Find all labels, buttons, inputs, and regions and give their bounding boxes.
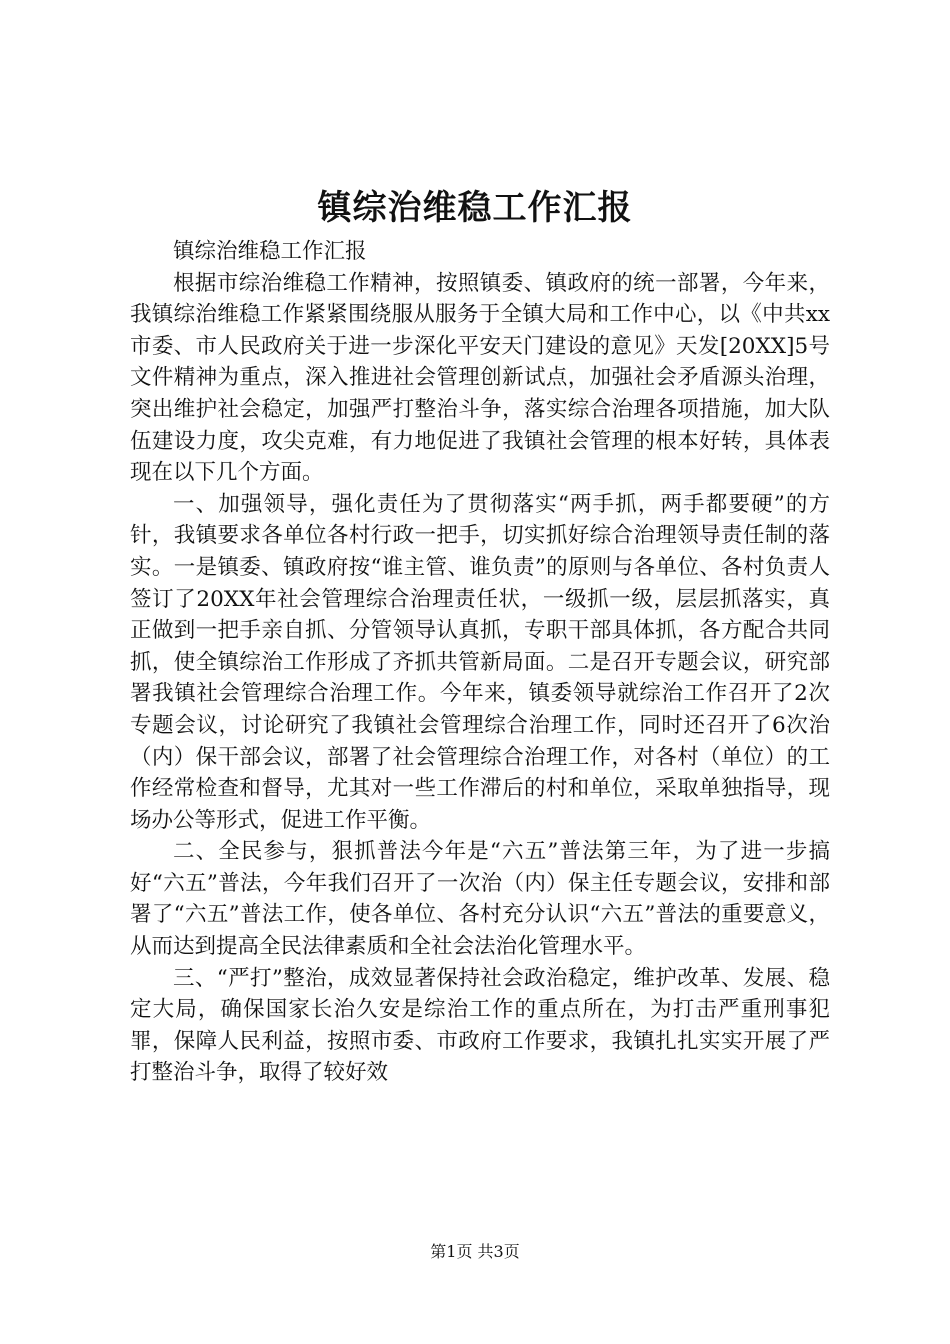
paragraph-subtitle: 镇综治维稳工作汇报 [173,239,367,264]
paragraph-section-3: 三、“严打”整治，成效显著保持社会政治稳定，维护改革、发展、稳定大局，确保国家长治久安是综治工作的重点所在，为打击严重刑事犯罪，保障人民利益，按照市委、市政府工作要求，我镇扎扎实实开展了严打整治斗争，取得了较好效 [130,965,830,1086]
paragraph-intro: 根据市综治维稳工作精神，按照镇委、镇政府的统一部署，今年来，我镇综治维稳工作紧紧围绕服从服务于全镇大局和工作中心，以《中共xx市委、市人民政府关于进一步深化平安天门建设的意见》天发[20XX]5号文件精神为重点，深入推进社会管理创新试点，加强社会矛盾源头治理，突出维护社会稳定，加强严打整治斗争，落实综合治理各项措施，加大队伍建设力度，攻尖克难，有力地促进了我镇社会管理的根本好转，具体表现在以下几个方面。 [130,270,830,486]
paragraph-section-1: 一、加强领导，强化责任为了贯彻落实“两手抓，两手都要硬”的方针，我镇要求各单位各村行政一把手，切实抓好综合治理领导责任制的落实。一是镇委、镇政府按“谁主管、谁负责”的原则与各单位、各村负责人签订了20XX年社会管理综合治理责任状，一级抓一级，层层抓落实，真正做到一把手亲自抓、分管领导认真抓，专职干部具体抓，各方配合共同抓，使全镇综治工作形成了齐抓共管新局面。二是召开专题会议，研究部署我镇社会管理综合治理工作。今年来，镇委领导就综治工作召开了2次专题会议，讨论研究了我镇社会管理综合治理工作，同时还召开了6次治（内）保干部会议，部署了社会管理综合治理工作，对各村（单位）的工作经常检查和督导，尤其对一些工作滞后的村和单位，采取单独指导，现场办公等形式，促进工作平衡。 [130,491,830,833]
document-title: 镇综治维稳工作汇报 [317,188,633,228]
document-body [130,236,830,1089]
paragraph-section-2: 二、全民参与，狠抓普法今年是“六五”普法第三年，为了进一步搞好“六五”普法，今年我们召开了一次治（内）保主任专题会议，安排和部署了“六五”普法工作，使各单位、各村充分认识“六五”普法的重要意义，从而达到提高全民法律素质和全社会法治化管理水平。 [130,839,830,960]
page-footer: 第1页 共3页 [430,1242,520,1261]
